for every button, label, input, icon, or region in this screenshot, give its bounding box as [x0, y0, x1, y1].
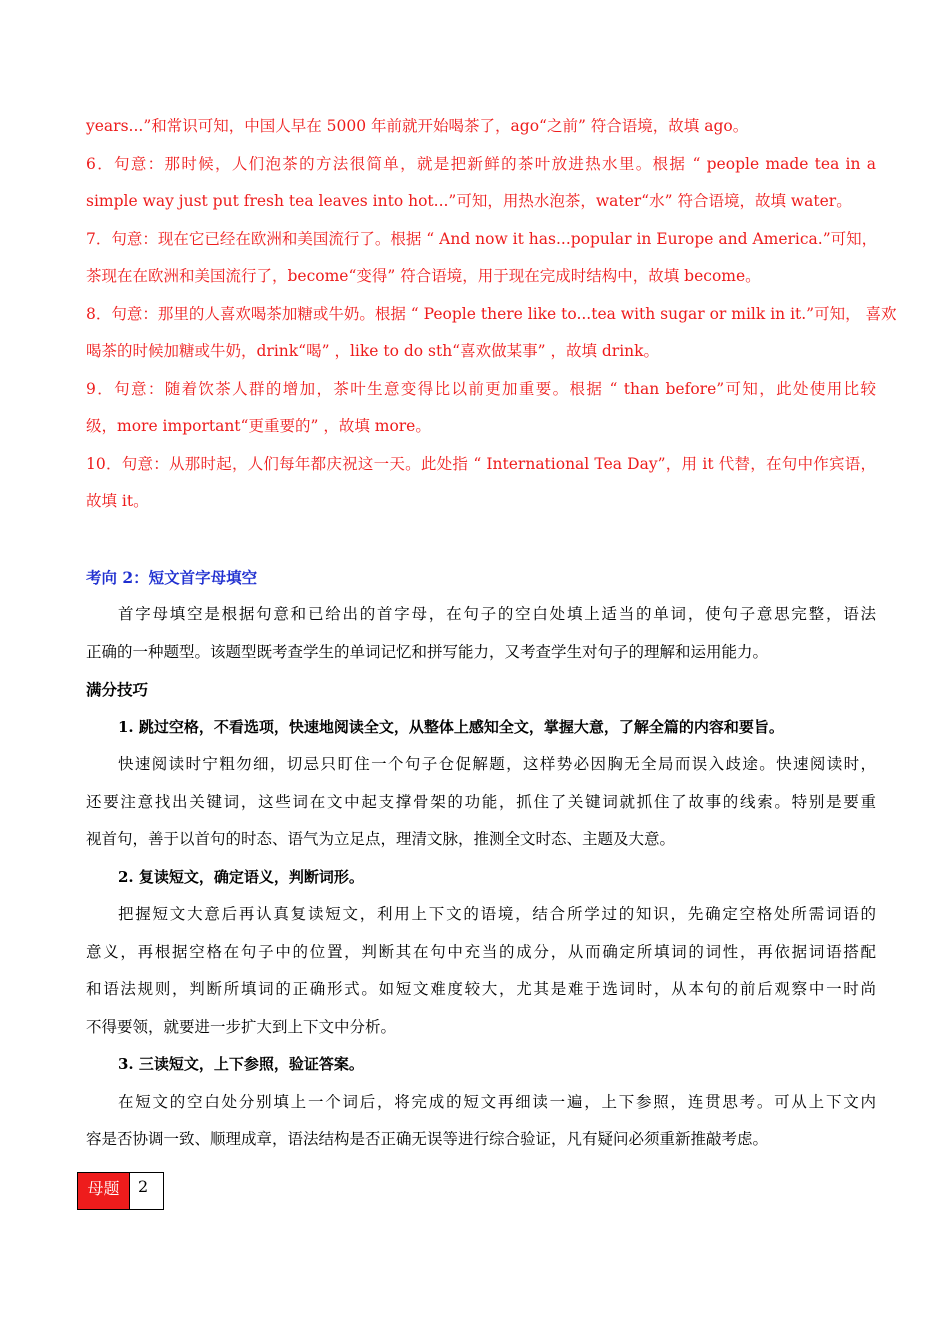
tip-2-line-3: 和语法规则，判断所填词的正确形式。如短文难度较大，尤其是难于选词时，从本句的前后观察中一时尚 [86, 980, 876, 998]
tip-1-heading: 1. 跳过空格，不看选项，快速地阅读全文，从整体上感知全文，掌握大意，了解全篇的内容和要旨。 [118, 717, 784, 736]
tip-2-heading: 2. 复读短文，确定语义，判断词形。 [118, 867, 364, 886]
tag-label: 母题 [78, 1173, 129, 1209]
answer-10-line-1: 10．句意：从那时起，人们每年都庆祝这一天。此处指 “ International Tea Day”，用 it 代替，在句中作宾语， [86, 454, 876, 473]
intro-line-1: 首字母填空是根据句意和已给出的首字母，在句子的空白处填上适当的单词，使句子意思完整，语法 [118, 605, 876, 623]
answer-7-line-1: 7．句意：现在它已经在欧洲和美国流行了。根据 “ And now it has...popular in Europe and America.”可知， [86, 229, 878, 248]
answer-6-line-1: 6．句意：那时候，人们泡茶的方法很简单，就是把新鲜的茶叶放进热水里。根据 “ people made tea in a [86, 154, 876, 173]
answer-8-line-2: 喝茶的时候加糖或牛奶，drink“喝” ，like to do sth“喜欢做某事” ，故填 drink。 [86, 342, 660, 360]
tip-2-body [86, 896, 876, 1046]
answer-5-continued: years...”和常识可知，中国人早在 5000 年前就开始喝茶了，ago“之前” 符合语境，故填 ago。 [86, 117, 749, 135]
tip-1-line-3: 视首句，善于以首句的时态、语气为立足点，理清文脉，推测全文时态、主题及大意。 [86, 830, 676, 848]
answer-9-line-1: 9．句意：随着饮茶人群的增加，茶叶生意变得比以前更加重要。根据 “ than before”可知，此处使用比较 [86, 379, 876, 398]
tip-1-body [86, 746, 876, 859]
tip-3-body [86, 1084, 876, 1159]
tag-number: 2 [129, 1173, 163, 1209]
document-page [86, 108, 897, 1159]
answer-explanations [86, 108, 897, 521]
intro-line-2: 正确的一种题型。该题型既考查学生的单词记忆和拼写能力，又考查学生对句子的理解和运用能力。 [86, 642, 769, 661]
tips-heading: 满分技巧 [86, 680, 149, 699]
tip-3-line-1: 在短文的空白处分别填上一个词后，将完成的短文再细读一遍，上下参照，连贯思考。可从上下文内 [118, 1092, 876, 1111]
answer-6-line-2: simple way just put fresh tea leaves into hot...”可知，用热水泡茶，water“水” 符合语境，故填 water。 [86, 192, 852, 210]
tip-2-line-1: 把握短文大意后再认真复读短文，利用上下文的语境，结合所学过的知识，先确定空格处所需词语的 [118, 905, 876, 923]
tip-1-line-2: 还要注意找出关键词，这些词在文中起支撑骨架的功能，抓住了关键词就抓住了故事的线索。特别是要重 [86, 792, 876, 811]
tip-2-line-4: 不得要领，就要进一步扩大到上下文中分析。 [86, 1017, 397, 1036]
answer-7-line-2: 茶现在在欧洲和美国流行了，become“变得” 符合语境，用于现在完成时结构中，故填 become。 [86, 267, 761, 285]
tip-3-heading: 3. 三读短文，上下参照，验证答案。 [118, 1055, 364, 1073]
section-title: 考向 2：短文首字母填空 [86, 567, 258, 587]
section-intro [86, 596, 876, 671]
question-tag [77, 1172, 164, 1210]
answer-9-line-2: 级，more important“更重要的” ，故填 more。 [86, 417, 431, 435]
tip-3-line-2: 容是否协调一致、顺理成章，语法结构是否正确无误等进行综合验证，凡有疑问必须重新推敲考虑。 [86, 1130, 769, 1148]
answer-10-line-2: 故填 it。 [86, 492, 149, 510]
answer-8-line-1: 8．句意：那里的人喜欢喝茶加糖或牛奶。根据 “ People there like to...tea with sugar or milk in it.”可知， 喜欢 [86, 304, 897, 323]
tip-1-line-1: 快速阅读时宁粗勿细，切忌只盯住一个句子仓促解题，这样势必因胸无全局而误入歧途。快速阅读时， [118, 755, 876, 773]
tip-2-line-2: 意义，再根据空格在句子中的位置，判断其在句中充当的成分，从而确定所填词的词性，再依据词语搭配 [86, 942, 876, 961]
